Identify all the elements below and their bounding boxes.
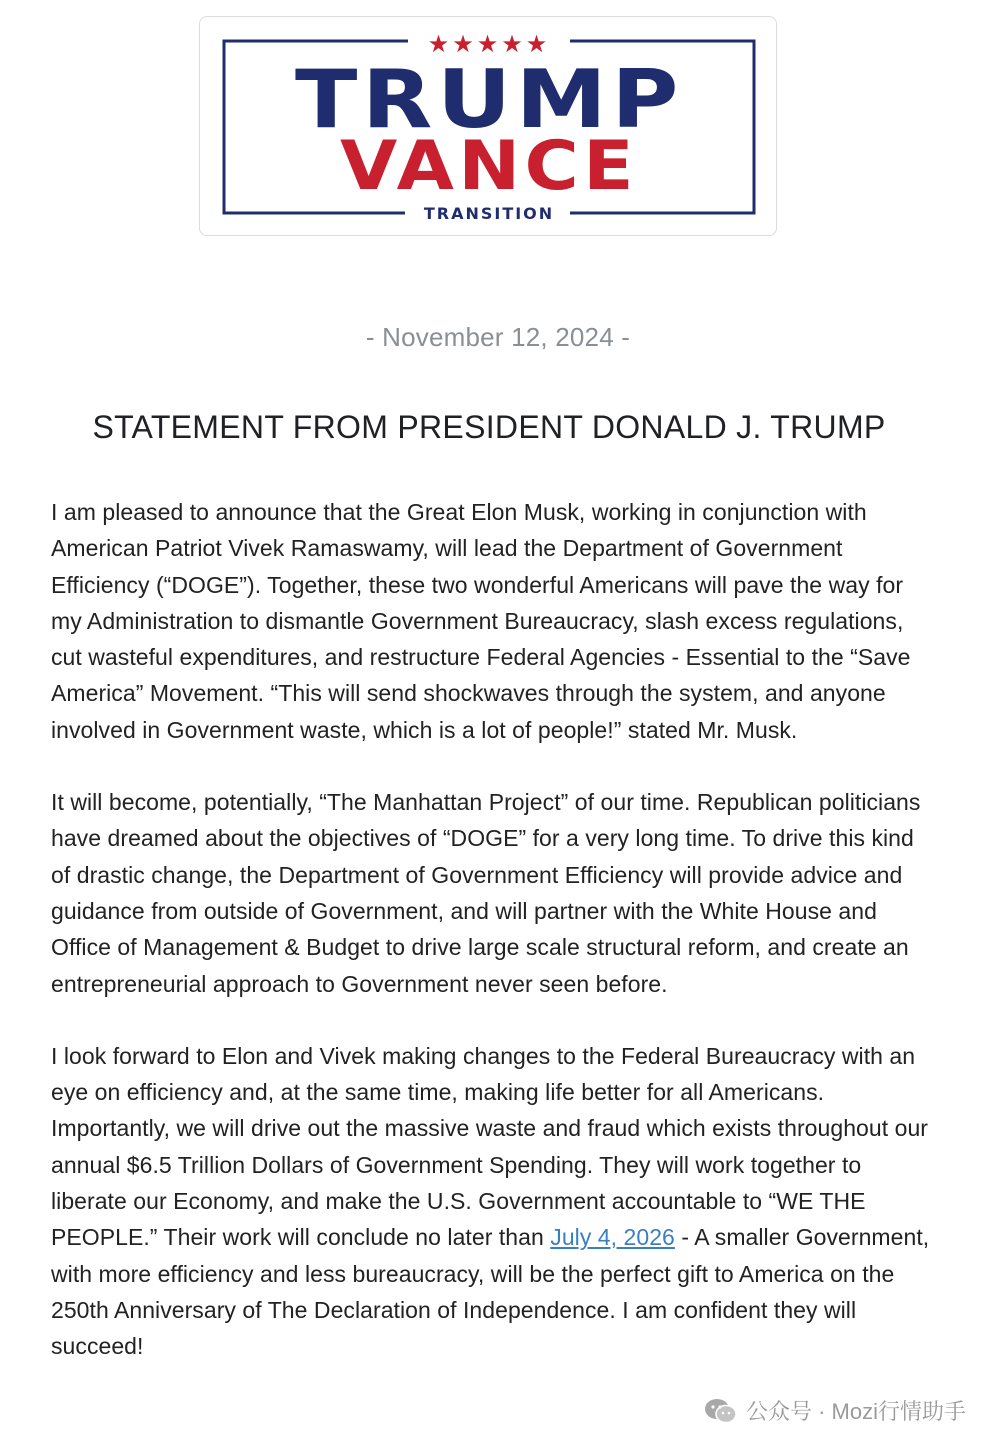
release-date: - November 12, 2024 - <box>365 322 631 352</box>
paragraph-3-text-after-link: - A smaller Government, with more efficiency and less bureaucracy, will be the perfect gift to America on the 250th Anniversary of The Declaration of Independence. I am confident they will succeed! <box>51 1224 930 1360</box>
statement-headline: STATEMENT FROM PRESIDENT DONALD J. TRUMP <box>92 409 886 445</box>
paragraph-3 <box>51 1038 931 1365</box>
wechat-watermark <box>704 1395 966 1426</box>
watermark-text: 公众号 · Mozi行情助手 <box>745 1399 966 1424</box>
logo-card <box>199 16 777 236</box>
paragraph-1: I am pleased to announce that the Great Elon Musk, working in conjunction with American Patriot Vivek Ramaswamy, will lead the Department of Government Efficiency (“DOGE”). Together, these two wonderful Americans will pave the way for my Administration to dismantle Government Bureaucracy, slash excess regulations, cut wasteful expenditures, and restructure Federal Agencies - Essential to the “Save America” Movement. “This will send shockwaves through the system, and anyone involved in Government waste, which is a lot of people!” stated Mr. Musk. <box>51 499 911 743</box>
wechat-icon <box>704 1397 738 1425</box>
paragraph-2: It will become, potentially, “The Manhattan Project” of our time. Republican politicians have dreamed about the objectives of “DOGE” for a very long time. To drive this kind of drastic change, the Department of Government Efficiency will provide advice and guidance from outside of Government, and will partner with the White House and Office of Management & Budget to drive large scale structural reform, and create an entrepreneurial approach to Government never seen before. <box>51 789 921 997</box>
paragraph-3-text-before-link: I look forward to Elon and Vivek making changes to the Federal Bureaucracy with an eye on efficiency and, at the same time, making life better for all Americans. Importantly, we will drive out the massive waste and fraud which exists throughout our annual $6.5 Trillion Dollars of Government Spending. They will work together to liberate our Economy, and make the U.S. Government accountable to “WE THE PEOPLE.” Their work will conclude no later than <box>51 1042 929 1251</box>
trump-vance-transition-logo <box>200 17 778 237</box>
logo-line-trump: TRUMP <box>295 53 683 146</box>
logo-line-vance: VANCE <box>340 127 638 206</box>
logo-tagline: TRANSITION <box>423 204 555 223</box>
date-link-july-4-2026[interactable]: July 4, 2026 <box>550 1224 675 1251</box>
statement-body <box>51 494 931 1401</box>
logo-stars: ★★★★★ <box>427 30 551 58</box>
